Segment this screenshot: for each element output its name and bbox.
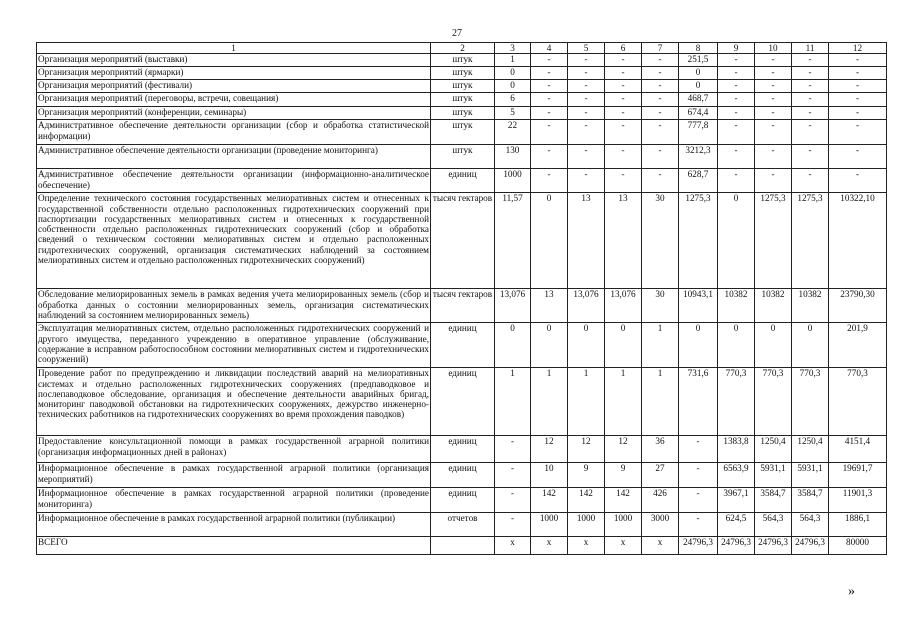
row-unit: тысяч гектаров <box>431 193 495 289</box>
column-header: 7 <box>642 43 679 54</box>
row-value: 1000 <box>531 513 568 537</box>
row-value: - <box>495 488 531 513</box>
row-value: x <box>568 537 605 555</box>
row-value: 628,7 <box>679 169 718 193</box>
table-row <box>37 169 887 193</box>
row-value: - <box>718 145 755 169</box>
row-value: 6563,9 <box>718 463 755 488</box>
row-value: 674,4 <box>679 107 718 120</box>
row-value: - <box>605 93 642 107</box>
row-value: 5 <box>495 107 531 120</box>
row-value: 13,076 <box>605 289 642 323</box>
row-value: 10943,1 <box>679 289 718 323</box>
row-value: 6 <box>495 93 531 107</box>
row-value: 10322,10 <box>829 193 887 289</box>
row-value: - <box>829 107 887 120</box>
row-unit: штук <box>431 120 495 145</box>
row-value: 0 <box>605 323 642 368</box>
row-value: 3584,7 <box>792 488 829 513</box>
row-value: 1000 <box>568 513 605 537</box>
row-value: - <box>531 80 568 93</box>
row-value: 130 <box>495 145 531 169</box>
table-row <box>37 488 887 513</box>
column-header: 10 <box>755 43 792 54</box>
row-unit: единиц <box>431 169 495 193</box>
row-value: 201,9 <box>829 323 887 368</box>
row-value: 0 <box>718 193 755 289</box>
row-value: - <box>679 463 718 488</box>
row-value: 0 <box>495 67 531 80</box>
row-description: Организация мероприятий (выставки) <box>37 54 431 67</box>
row-value: 0 <box>679 323 718 368</box>
row-value: - <box>718 80 755 93</box>
row-value: - <box>568 145 605 169</box>
row-value: - <box>605 120 642 145</box>
row-value: 13,076 <box>495 289 531 323</box>
column-header: 8 <box>679 43 718 54</box>
row-value: 770,3 <box>718 368 755 436</box>
row-value: 142 <box>605 488 642 513</box>
row-unit: единиц <box>431 368 495 436</box>
table-row <box>37 289 887 323</box>
row-value: - <box>829 67 887 80</box>
table-row <box>37 323 887 368</box>
row-value: 0 <box>679 67 718 80</box>
continuation-mark: » <box>848 584 855 599</box>
row-value: 36 <box>642 436 679 463</box>
table-row <box>37 513 887 537</box>
row-value: - <box>792 169 829 193</box>
row-value: - <box>605 80 642 93</box>
row-description: Информационное обеспечение в рамках государственной аграрной политики (организация мероприятий) <box>37 463 431 488</box>
row-value: 0 <box>755 323 792 368</box>
row-value: - <box>829 54 887 67</box>
row-value: - <box>792 93 829 107</box>
table-row <box>37 107 887 120</box>
row-value: 0 <box>679 80 718 93</box>
row-value: 1250,4 <box>792 436 829 463</box>
row-value: - <box>755 54 792 67</box>
table-row <box>37 537 887 555</box>
row-unit: штук <box>431 145 495 169</box>
row-value: - <box>679 488 718 513</box>
row-value: - <box>531 107 568 120</box>
table-row <box>37 193 887 289</box>
row-value: 24796,3 <box>755 537 792 555</box>
row-value: - <box>605 145 642 169</box>
row-value: 1383,8 <box>718 436 755 463</box>
row-unit: единиц <box>431 323 495 368</box>
row-unit: отчетов <box>431 513 495 537</box>
row-value: 24796,3 <box>679 537 718 555</box>
row-description: Административное обеспечение деятельности организации (сбор и обработка статистической информации) <box>37 120 431 145</box>
column-header: 9 <box>718 43 755 54</box>
row-value: 1 <box>642 323 679 368</box>
table-row <box>37 463 887 488</box>
row-value: 10382 <box>718 289 755 323</box>
row-unit: единиц <box>431 463 495 488</box>
row-value: 0 <box>568 323 605 368</box>
row-value: 426 <box>642 488 679 513</box>
row-description: Организация мероприятий (ярмарки) <box>37 67 431 80</box>
row-description: Проведение работ по предупреждению и ликвидации последствий аварий на мелиоративных системах и отдельно расположенных гидротехнических сооружениях (предпаводковое и послепаводковое обследование, организация и обеспечение деятельности аварийных бригад, мониторинг паводковой обстановки на гидротехнических сооружениях, дежурство инженерно-технических работников на гидротехнических сооружениях во время прохождения паводков) <box>37 368 431 436</box>
row-value: - <box>755 80 792 93</box>
row-value: 11901,3 <box>829 488 887 513</box>
row-value: 4151,4 <box>829 436 887 463</box>
row-value: 0 <box>495 80 531 93</box>
row-value: - <box>568 120 605 145</box>
row-value: - <box>642 107 679 120</box>
row-value: - <box>642 54 679 67</box>
table-row <box>37 93 887 107</box>
row-value: 3967,1 <box>718 488 755 513</box>
row-value: 12 <box>531 436 568 463</box>
column-header: 12 <box>829 43 887 54</box>
row-value: 9 <box>605 463 642 488</box>
row-value: 13 <box>568 193 605 289</box>
row-value: - <box>531 54 568 67</box>
row-value: 3584,7 <box>755 488 792 513</box>
row-value: - <box>495 463 531 488</box>
row-value: 1 <box>642 368 679 436</box>
column-header: 11 <box>792 43 829 54</box>
row-value: - <box>829 93 887 107</box>
row-description: Организация мероприятий (конференции, семинары) <box>37 107 431 120</box>
row-description: Предоставление консультационной помощи в рамках государственной аграрной политики (организация информационных дней в районах) <box>37 436 431 463</box>
row-value: - <box>642 80 679 93</box>
row-value: - <box>792 80 829 93</box>
row-description: Эксплуатация мелиоративных систем, отдельно расположенных гидротехнических сооружений и другого имущества, переданного учреждению в оперативное управление (обслуживание, содержание в исправном работоспособном состоянии мелиоративных систем и гидротехнических сооружений) <box>37 323 431 368</box>
row-description: Информационное обеспечение в рамках государственной аграрной политики (публикации) <box>37 513 431 537</box>
column-header: 5 <box>568 43 605 54</box>
row-value: - <box>755 169 792 193</box>
row-value: - <box>792 120 829 145</box>
column-header: 2 <box>431 43 495 54</box>
row-value: - <box>605 169 642 193</box>
table-header-row <box>37 43 887 54</box>
row-value: 5931,1 <box>792 463 829 488</box>
row-value: 0 <box>792 323 829 368</box>
row-value: 12 <box>568 436 605 463</box>
row-value: 770,3 <box>792 368 829 436</box>
row-value: 0 <box>531 193 568 289</box>
row-description: Информационное обеспечение в рамках государственной аграрной политики (проведение мониторинга) <box>37 488 431 513</box>
row-value: - <box>495 436 531 463</box>
row-description: Организация мероприятий (фестивали) <box>37 80 431 93</box>
row-value: - <box>531 93 568 107</box>
row-value: 19691,7 <box>829 463 887 488</box>
row-unit: тысяч гектаров <box>431 289 495 323</box>
row-description: Административное обеспечение деятельности организации (информационно-аналитическое обеспечение) <box>37 169 431 193</box>
row-value: - <box>755 145 792 169</box>
row-value: - <box>792 107 829 120</box>
row-description: Определение технического состояния государственных мелиоративных систем и отнесенных к государственной собственности отдельно расположенных гидротехнических сооружений при паспортизации государственных мелиоративных систем и отнесенных к государственной собственности отдельно расположенных гидротехнических сооружений (сбор и обработка сведений о техническом состоянии мелиоративных систем и отдельно расположенных гидротехнических сооружений, организация систематических наблюдений за состоянием мелиоративных систем и отдельно расположенных гидротехнических сооружений) <box>37 193 431 289</box>
row-value: - <box>531 145 568 169</box>
row-value: - <box>642 93 679 107</box>
row-description: ВСЕГО <box>37 537 431 555</box>
row-value: x <box>605 537 642 555</box>
row-value: x <box>642 537 679 555</box>
row-value: 468,7 <box>679 93 718 107</box>
row-value: 624,5 <box>718 513 755 537</box>
row-value: 564,3 <box>792 513 829 537</box>
row-value: - <box>605 54 642 67</box>
row-value: 0 <box>718 323 755 368</box>
row-value: - <box>642 120 679 145</box>
row-value: 27 <box>642 463 679 488</box>
page-number: 27 <box>452 28 462 39</box>
row-value: - <box>495 513 531 537</box>
row-value: - <box>718 67 755 80</box>
row-value: 731,6 <box>679 368 718 436</box>
column-header: 1 <box>37 43 431 54</box>
row-description: Административное обеспечение деятельности организации (проведение мониторинга) <box>37 145 431 169</box>
row-unit: штук <box>431 107 495 120</box>
row-value: 80000 <box>829 537 887 555</box>
row-value: 30 <box>642 193 679 289</box>
row-value: - <box>792 145 829 169</box>
row-value: - <box>531 67 568 80</box>
row-value: - <box>718 120 755 145</box>
table-row <box>37 120 887 145</box>
table-row <box>37 54 887 67</box>
row-value: 770,3 <box>755 368 792 436</box>
row-value: - <box>755 93 792 107</box>
row-value: 3212,3 <box>679 145 718 169</box>
row-value: 251,5 <box>679 54 718 67</box>
row-value: 1 <box>495 368 531 436</box>
row-value: 1 <box>568 368 605 436</box>
row-value: - <box>829 80 887 93</box>
row-value: 1886,1 <box>829 513 887 537</box>
row-value: - <box>605 67 642 80</box>
row-value: 1 <box>531 368 568 436</box>
row-value: 1275,3 <box>679 193 718 289</box>
row-unit: штук <box>431 54 495 67</box>
row-value: 1 <box>605 368 642 436</box>
table-row <box>37 368 887 436</box>
row-value: - <box>568 67 605 80</box>
row-value: - <box>792 67 829 80</box>
row-value: - <box>718 107 755 120</box>
row-value: 13 <box>605 193 642 289</box>
row-unit: штук <box>431 80 495 93</box>
row-value: - <box>718 93 755 107</box>
table-row <box>37 80 887 93</box>
row-description: Обследование мелиорированных земель в рамках ведения учета мелиорированных земель (сбор и обработка данных о состоянии мелиорированных земель, организация систематических наблюдений за состоянием мелиорированных земель) <box>37 289 431 323</box>
row-unit: единиц <box>431 488 495 513</box>
table-row <box>37 67 887 80</box>
row-value: 564,3 <box>755 513 792 537</box>
row-value: - <box>605 107 642 120</box>
row-value: - <box>642 67 679 80</box>
row-value: 1250,4 <box>755 436 792 463</box>
row-value: x <box>495 537 531 555</box>
row-value: - <box>679 436 718 463</box>
row-value: x <box>531 537 568 555</box>
table-row <box>37 436 887 463</box>
row-value: 10 <box>531 463 568 488</box>
row-value: 1000 <box>495 169 531 193</box>
row-value: 10382 <box>792 289 829 323</box>
row-value: - <box>755 67 792 80</box>
row-value: 24796,3 <box>792 537 829 555</box>
row-value: 3000 <box>642 513 679 537</box>
row-value: - <box>718 54 755 67</box>
row-value: - <box>829 120 887 145</box>
row-value: 13 <box>531 289 568 323</box>
row-value: - <box>568 169 605 193</box>
budget-table <box>36 42 887 555</box>
row-unit: штук <box>431 93 495 107</box>
table-row <box>37 145 887 169</box>
row-value: 142 <box>568 488 605 513</box>
row-value: 30 <box>642 289 679 323</box>
row-value: 13,076 <box>568 289 605 323</box>
row-value: 777,8 <box>679 120 718 145</box>
row-value: - <box>755 107 792 120</box>
row-value: 12 <box>605 436 642 463</box>
row-value: - <box>792 54 829 67</box>
row-value: - <box>568 107 605 120</box>
column-header: 3 <box>495 43 531 54</box>
row-value: 24796,3 <box>718 537 755 555</box>
row-value: 142 <box>531 488 568 513</box>
row-value: 23790,30 <box>829 289 887 323</box>
row-value: - <box>568 80 605 93</box>
row-value: 770,3 <box>829 368 887 436</box>
row-value: - <box>568 93 605 107</box>
column-header: 6 <box>605 43 642 54</box>
row-value: - <box>531 120 568 145</box>
row-value: 1275,3 <box>755 193 792 289</box>
row-unit: штук <box>431 67 495 80</box>
row-value: - <box>568 54 605 67</box>
row-value: - <box>679 513 718 537</box>
row-value: - <box>718 169 755 193</box>
row-value: 1 <box>495 54 531 67</box>
row-value: 11,57 <box>495 193 531 289</box>
row-value: - <box>829 145 887 169</box>
row-value: - <box>755 120 792 145</box>
column-header: 4 <box>531 43 568 54</box>
row-value: 9 <box>568 463 605 488</box>
row-value: 22 <box>495 120 531 145</box>
row-value: 1000 <box>605 513 642 537</box>
row-value: 1275,3 <box>792 193 829 289</box>
row-value: - <box>829 169 887 193</box>
row-value: - <box>642 169 679 193</box>
row-value: - <box>642 145 679 169</box>
row-unit <box>431 537 495 555</box>
row-value: 10382 <box>755 289 792 323</box>
row-value: 0 <box>495 323 531 368</box>
row-value: 0 <box>531 323 568 368</box>
row-value: 5931,1 <box>755 463 792 488</box>
row-unit: единиц <box>431 436 495 463</box>
row-description: Организация мероприятий (переговоры, встречи, совещания) <box>37 93 431 107</box>
row-value: - <box>531 169 568 193</box>
